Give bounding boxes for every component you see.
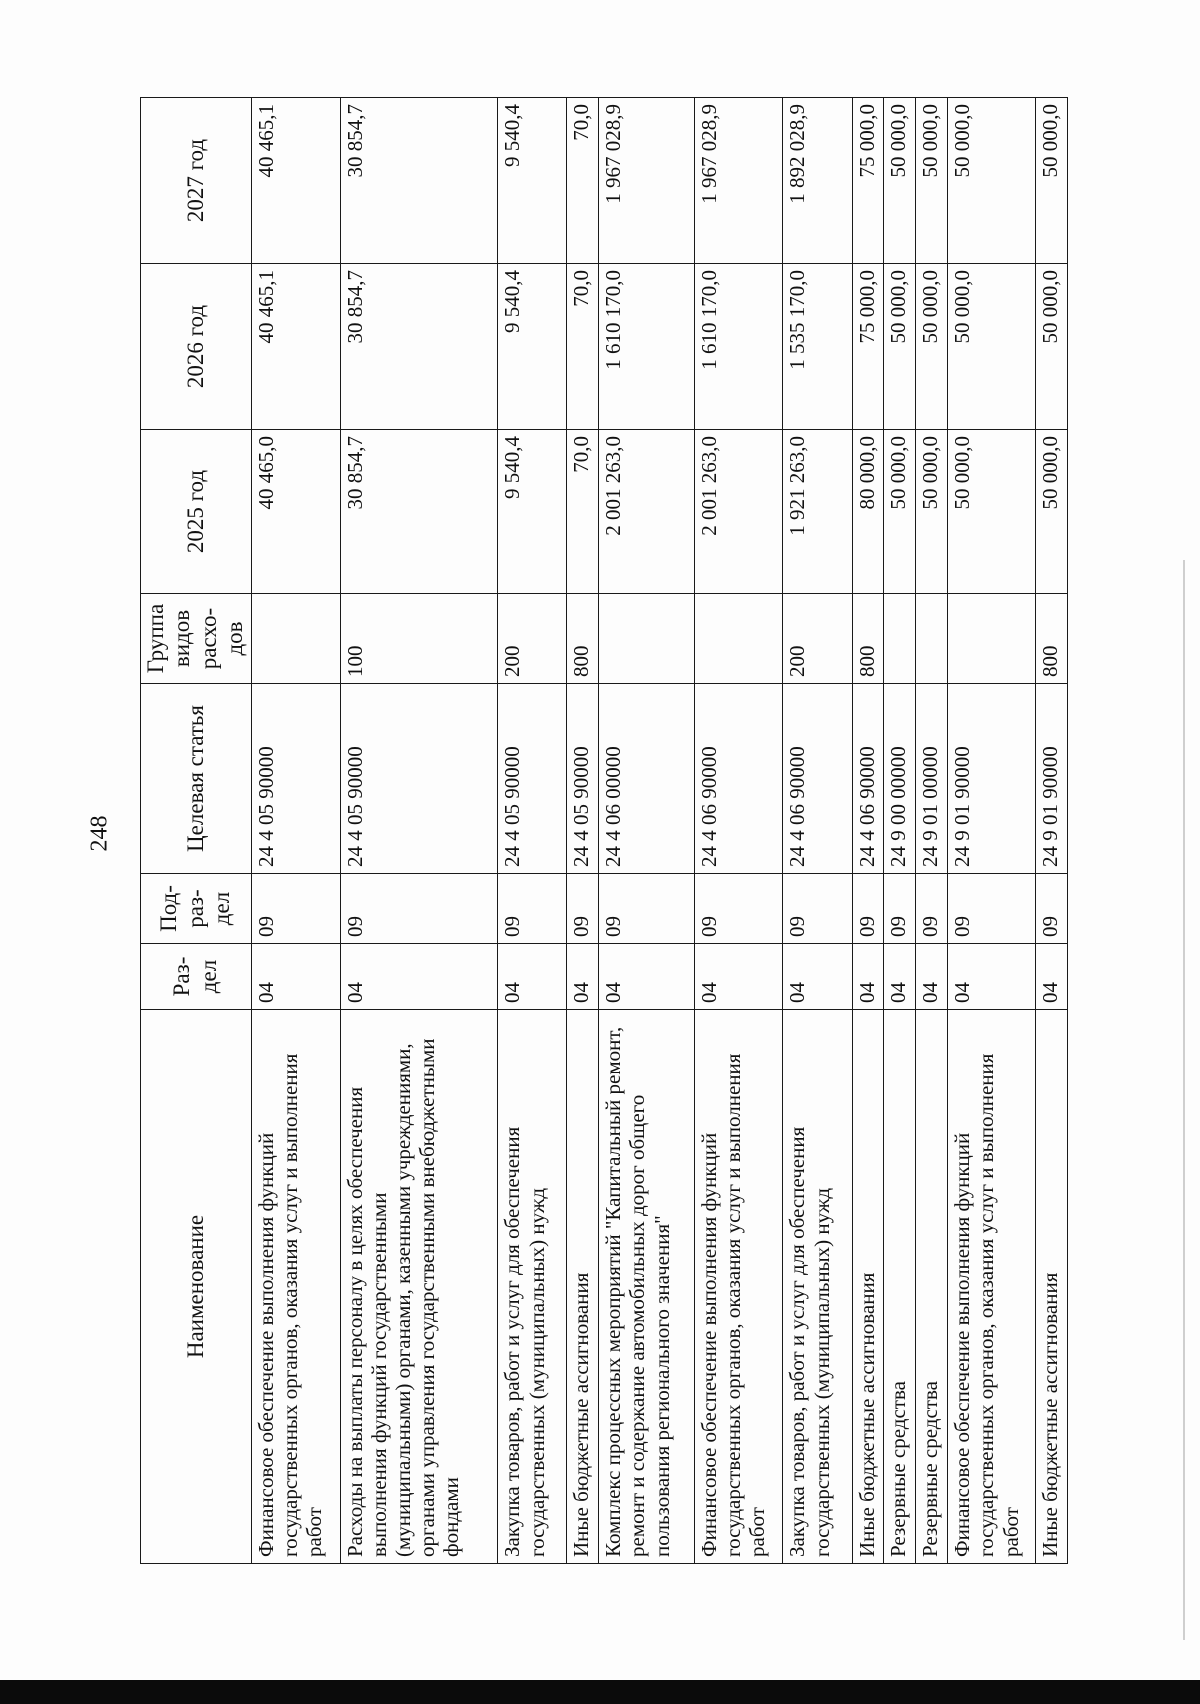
row-expense-group-cell: 800 (1036, 594, 1068, 684)
row-name-cell: Резервные средства (916, 1010, 948, 1564)
row-name-cell: Иные бюджетные ассигнования (852, 1010, 884, 1564)
row-expense-group-cell: 200 (783, 594, 852, 684)
row-subsection-cell: 09 (852, 874, 884, 944)
row-2026-cell: 50 000,0 (1036, 264, 1068, 430)
row-section-cell: 04 (783, 944, 852, 1010)
row-expense-group-cell: 800 (852, 594, 884, 684)
row-expense-group-cell (694, 594, 783, 684)
table-row (340, 98, 498, 1564)
row-section-cell: 04 (498, 944, 567, 1010)
row-2026-cell: 50 000,0 (884, 264, 916, 430)
header-name: Наименование (141, 1010, 252, 1564)
row-subsection-cell: 09 (916, 874, 948, 944)
table-row (884, 98, 916, 1564)
row-subsection-cell: 09 (948, 874, 1036, 944)
header-subsection: Под-раз-дел (141, 874, 252, 944)
row-section-cell: 04 (852, 944, 884, 1010)
row-2027-cell: 50 000,0 (884, 98, 916, 264)
row-target-article-cell: 24 9 01 00000 (916, 684, 948, 874)
row-subsection-cell: 09 (567, 874, 599, 944)
row-2027-cell: 1 967 028,9 (694, 98, 783, 264)
row-2026-cell: 9 540,4 (498, 264, 567, 430)
header-2026: 2026 год (141, 264, 252, 430)
table-body (251, 98, 1067, 1564)
row-2027-cell: 75 000,0 (852, 98, 884, 264)
row-target-article-cell: 24 9 01 90000 (1036, 684, 1068, 874)
row-target-article-cell: 24 4 06 00000 (599, 684, 694, 874)
row-name-cell: Расходы на выплаты персоналу в целях обеспечения выполнения функций государственными (муниципальными) органами, казенными учреждениями, органами управления государственными внебюджетными фондами (340, 1010, 498, 1564)
row-2025-cell: 50 000,0 (884, 430, 916, 594)
row-2025-cell: 30 854,7 (340, 430, 498, 594)
table-row (852, 98, 884, 1564)
row-subsection-cell: 09 (340, 874, 498, 944)
row-section-cell: 04 (567, 944, 599, 1010)
row-target-article-cell: 24 4 05 90000 (251, 684, 340, 874)
row-2027-cell: 50 000,0 (916, 98, 948, 264)
row-name-cell: Закупка товаров, работ и услуг для обеспечения государственных (муниципальных) нужд (783, 1010, 852, 1564)
table-row (694, 98, 783, 1564)
row-section-cell: 04 (916, 944, 948, 1010)
row-expense-group-cell (884, 594, 916, 684)
row-name-cell: Иные бюджетные ассигнования (567, 1010, 599, 1564)
row-2025-cell: 40 465,0 (251, 430, 340, 594)
budget-table (140, 97, 1068, 1564)
table-row (567, 98, 599, 1564)
row-subsection-cell: 09 (1036, 874, 1068, 944)
header-2025: 2025 год (141, 430, 252, 594)
row-2027-cell: 50 000,0 (1036, 98, 1068, 264)
table-row (783, 98, 852, 1564)
row-expense-group-cell (599, 594, 694, 684)
row-section-cell: 04 (1036, 944, 1068, 1010)
row-2025-cell: 80 000,0 (852, 430, 884, 594)
header-2027: 2027 год (141, 98, 252, 264)
scan-edge (0, 1680, 1200, 1704)
row-2026-cell: 50 000,0 (948, 264, 1036, 430)
row-target-article-cell: 24 4 06 90000 (783, 684, 852, 874)
row-2027-cell: 70,0 (567, 98, 599, 264)
row-2027-cell: 50 000,0 (948, 98, 1036, 264)
row-2026-cell: 40 465,1 (251, 264, 340, 430)
row-2027-cell: 30 854,7 (340, 98, 498, 264)
row-target-article-cell: 24 4 05 90000 (498, 684, 567, 874)
table-row (599, 98, 694, 1564)
row-2025-cell: 1 921 263,0 (783, 430, 852, 594)
row-2026-cell: 30 854,7 (340, 264, 498, 430)
header-section: Раз-дел (141, 944, 252, 1010)
row-name-cell: Закупка товаров, работ и услуг для обеспечения государственных (муниципальных) нужд (498, 1010, 567, 1564)
row-expense-group-cell (948, 594, 1036, 684)
row-subsection-cell: 09 (498, 874, 567, 944)
table-row (498, 98, 567, 1564)
row-subsection-cell: 09 (694, 874, 783, 944)
row-subsection-cell: 09 (599, 874, 694, 944)
row-2025-cell: 70,0 (567, 430, 599, 594)
row-2026-cell: 70,0 (567, 264, 599, 430)
row-target-article-cell: 24 4 06 90000 (694, 684, 783, 874)
row-expense-group-cell: 200 (498, 594, 567, 684)
row-2025-cell: 50 000,0 (948, 430, 1036, 594)
row-2026-cell: 1 610 170,0 (694, 264, 783, 430)
row-name-cell: Иные бюджетные ассигнования (1036, 1010, 1068, 1564)
row-name-cell: Финансовое обеспечение выполнения функций государственных органов, оказания услуг и выполнения работ (948, 1010, 1036, 1564)
page-number: 248 (86, 815, 113, 852)
row-expense-group-cell: 800 (567, 594, 599, 684)
row-section-cell: 04 (948, 944, 1036, 1010)
row-2025-cell: 50 000,0 (916, 430, 948, 594)
row-expense-group-cell: 100 (340, 594, 498, 684)
row-target-article-cell: 24 4 05 90000 (567, 684, 599, 874)
row-2025-cell: 2 001 263,0 (599, 430, 694, 594)
row-section-cell: 04 (599, 944, 694, 1010)
row-section-cell: 04 (884, 944, 916, 1010)
row-2027-cell: 40 465,1 (251, 98, 340, 264)
scan-margin-line (1183, 560, 1185, 1640)
table-header-row (141, 98, 252, 1564)
row-2027-cell: 1 967 028,9 (599, 98, 694, 264)
row-subsection-cell: 09 (783, 874, 852, 944)
row-target-article-cell: 24 9 00 00000 (884, 684, 916, 874)
header-expense-group: Группа видов расхо-дов (141, 594, 252, 684)
row-target-article-cell: 24 4 06 90000 (852, 684, 884, 874)
table-row (251, 98, 340, 1564)
header-target-article: Целевая статья (141, 684, 252, 874)
row-target-article-cell: 24 4 05 90000 (340, 684, 498, 874)
row-expense-group-cell (251, 594, 340, 684)
row-name-cell: Финансовое обеспечение выполнения функций государственных органов, оказания услуг и выполнения работ (694, 1010, 783, 1564)
row-2025-cell: 50 000,0 (1036, 430, 1068, 594)
row-2026-cell: 1 610 170,0 (599, 264, 694, 430)
row-name-cell: Резервные средства (884, 1010, 916, 1564)
row-subsection-cell: 09 (884, 874, 916, 944)
row-2025-cell: 2 001 263,0 (694, 430, 783, 594)
table-row (916, 98, 948, 1564)
row-section-cell: 04 (340, 944, 498, 1010)
row-target-article-cell: 24 9 01 90000 (948, 684, 1036, 874)
row-expense-group-cell (916, 594, 948, 684)
row-section-cell: 04 (251, 944, 340, 1010)
rotated-table-wrapper (140, 98, 1068, 1564)
row-name-cell: Финансовое обеспечение выполнения функций государственных органов, оказания услуг и выполнения работ (251, 1010, 340, 1564)
row-2027-cell: 1 892 028,9 (783, 98, 852, 264)
row-name-cell: Комплекс процессных мероприятий "Капитальный ремонт, ремонт и содержание автомобильных дорог общего пользования регионального значения" (599, 1010, 694, 1564)
table-row (948, 98, 1036, 1564)
row-subsection-cell: 09 (251, 874, 340, 944)
row-section-cell: 04 (694, 944, 783, 1010)
row-2026-cell: 1 535 170,0 (783, 264, 852, 430)
row-2026-cell: 50 000,0 (916, 264, 948, 430)
row-2026-cell: 75 000,0 (852, 264, 884, 430)
row-2025-cell: 9 540,4 (498, 430, 567, 594)
table-row (1036, 98, 1068, 1564)
row-2027-cell: 9 540,4 (498, 98, 567, 264)
